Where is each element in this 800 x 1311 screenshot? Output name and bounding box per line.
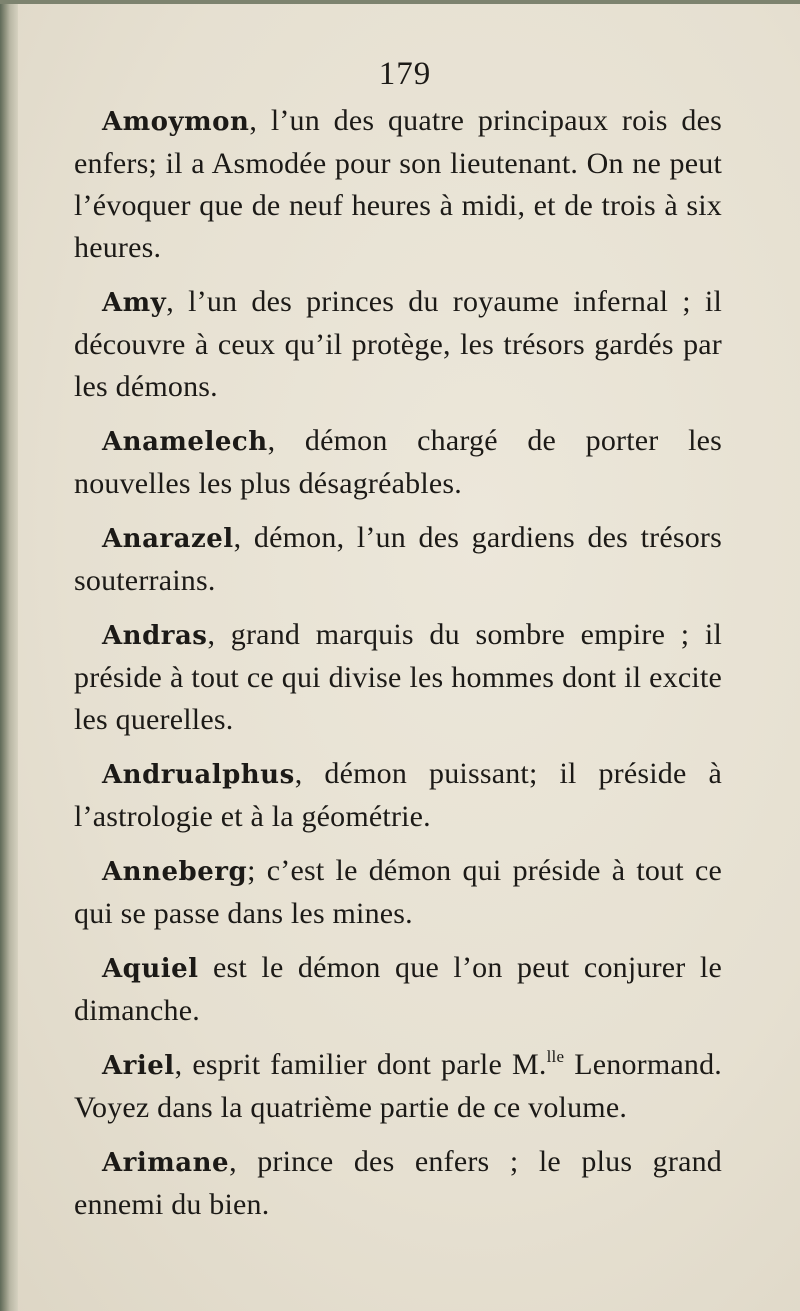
entry-term: Amy [102,288,167,318]
entry-text: est le démon que l’on peut conjurer le dimanche. [74,951,722,1027]
entry-anneberg [74,850,722,935]
entry-anarazel [74,517,722,602]
entry-text: , l’un des quatre principaux rois des enfers; il a Asmodée pour son lieutenant. On ne peut l’évoquer que de neuf heures à midi, et de trois à six heures. [74,104,722,264]
entry-term: Arimane [102,1148,230,1178]
entry-text: , l’un des princes du royaume infernal ; il découvre à ceux qu’il protège, les trésors gardés par les démons. [74,285,722,403]
entry-superscript: lle [546,1047,565,1066]
book-binding-edge [0,0,18,1311]
entry-text-continued: Lenormand. Voyez dans la quatrième partie de ce volume. [74,1048,722,1124]
entry-term: Amoymon [102,107,250,137]
entry-text: , démon, l’un des gardiens des trésors souterrains. [74,521,722,597]
entry-amoymon [74,100,722,269]
entry-text: , démon chargé de porter les nouvelles les plus désagréables. [74,424,722,500]
entry-text: , esprit familier dont parle M. [174,1048,547,1081]
entry-aquiel [74,947,722,1032]
entry-amy [74,281,722,408]
entry-text: , prince des enfers ; le plus grand ennemi du bien. [74,1145,722,1221]
entry-andrualphus [74,753,722,838]
entry-term: Andrualphus [102,760,295,790]
entry-ariel [74,1044,722,1129]
entry-text: ; c’est le démon qui préside à tout ce qui se passe dans les mines. [74,854,722,930]
entry-arimane [74,1141,722,1226]
entry-andras [74,614,722,741]
entry-term: Ariel [102,1051,175,1081]
entry-term: Anarazel [102,524,234,554]
entry-text: , démon puissant; il préside à l’astrologie et à la géométrie. [74,757,722,833]
dictionary-entries [74,100,722,1238]
entry-term: Aquiel [102,954,199,984]
entry-term: Anneberg [102,857,248,887]
entry-term: Anamelech [102,427,268,457]
entry-anamelech [74,420,722,505]
entry-text: , grand marquis du sombre empire ; il préside à tout ce qui divise les hommes dont il excite les querelles. [74,618,722,736]
entry-term: Andras [102,621,208,651]
page-number: 179 [378,56,432,92]
page-top-edge [0,0,800,4]
